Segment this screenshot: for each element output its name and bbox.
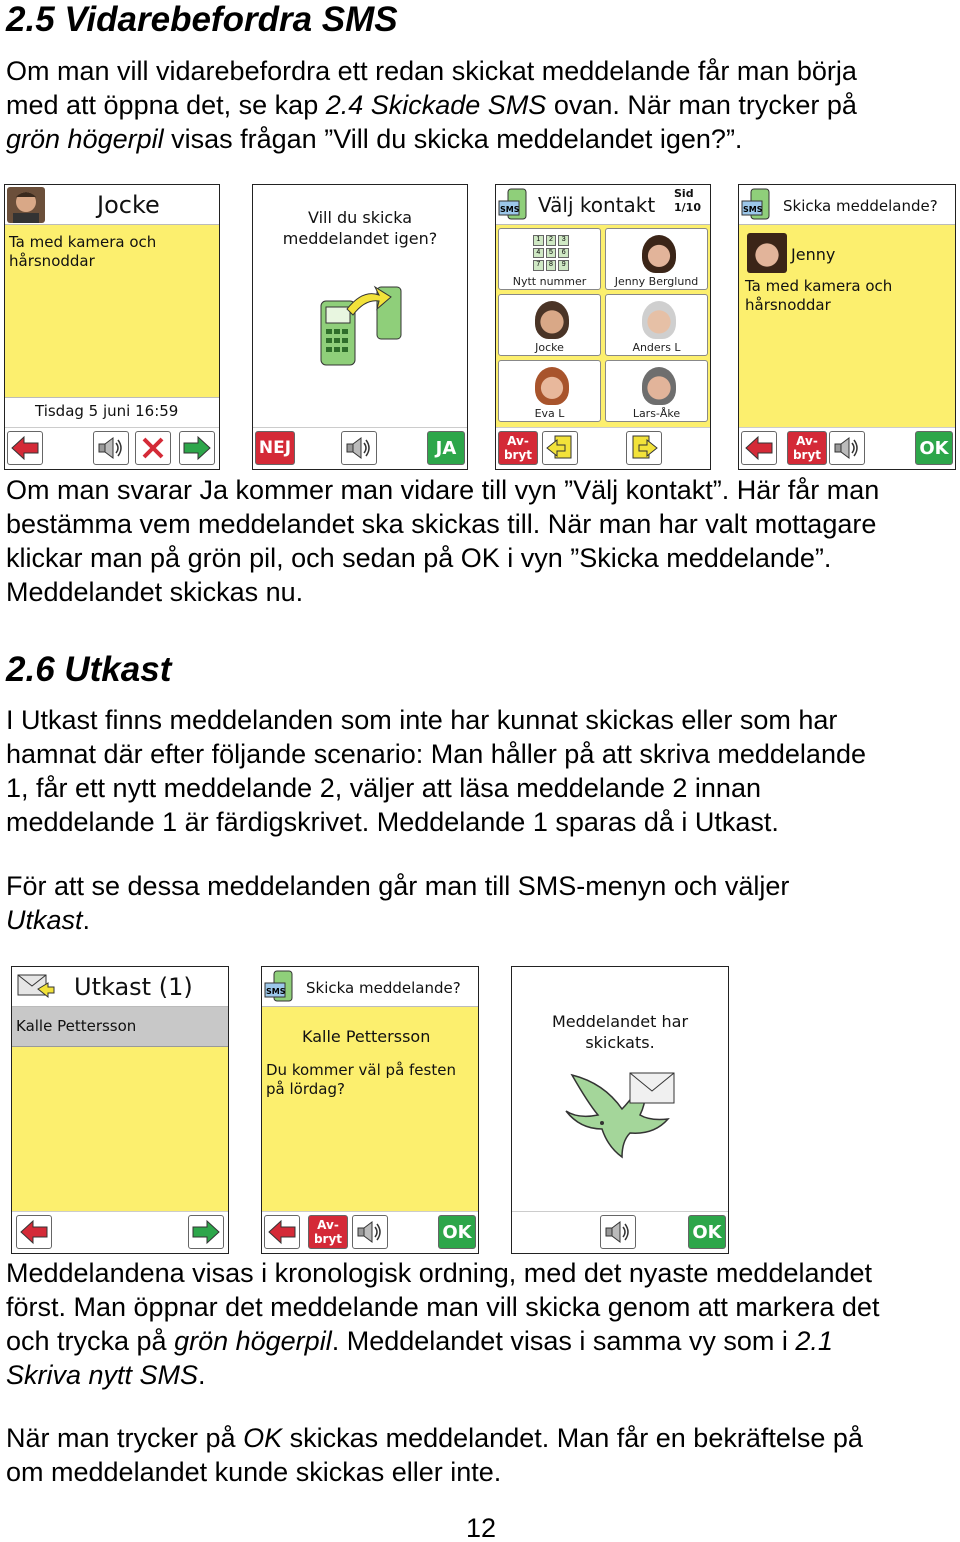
cancel-button[interactable]: Av- bryt [308, 1215, 348, 1249]
contact-photo [535, 301, 569, 339]
ok-button[interactable]: OK [915, 431, 953, 465]
screen-message-sent [511, 966, 729, 1254]
screen-title: Skicka meddelande? [783, 197, 938, 215]
contact-photo [535, 367, 569, 405]
forward-button[interactable] [188, 1215, 224, 1249]
forward-button[interactable] [179, 431, 215, 465]
recipient-photo [747, 233, 787, 273]
paragraph: När man trycker på OK skickas meddelandet. Man får en bekräftelse på om meddelandet kunde skickas eller inte. [6, 1423, 863, 1487]
keypad-icon: 1 2 3 4 5 6 7 8 9 [533, 235, 569, 271]
sms-badge: SMS [500, 205, 520, 214]
draft-item[interactable]: Kalle Pettersson [12, 1007, 228, 1047]
speaker-button[interactable] [93, 431, 129, 465]
back-button[interactable] [7, 431, 43, 465]
question-text: Vill du skicka meddelandet igen? [282, 208, 438, 248]
delete-x-icon [140, 435, 166, 461]
screen-drafts [11, 966, 229, 1254]
timestamp: Tisdag 5 juni 16:59 [35, 402, 179, 420]
speaker-icon [603, 1219, 633, 1245]
paragraph: I Utkast finns meddelanden som inte har kunnat skickas eller som har hamnat där efter följande scenario: Man håller på att skriva meddelande 1, får ett nytt meddelande 2, väljer att läsa meddelande 2 innan meddelande 1 är färdigskrivet. Meddelande 1 sparas då i Utkast. [6, 705, 866, 837]
message-text: Ta med kamera och hårsnoddar [745, 277, 893, 314]
screen-resend-question [252, 184, 468, 470]
paragraph: Meddelandena visas i kronologisk ordning, med det nyaste meddelandet först. Man öppnar det meddelande man vill skicka genom att markera det och trycka på grön högerpil. Meddelandet visas i samma vy som i 2.1 Skriva nytt SMS. [6, 1258, 880, 1390]
back-button[interactable] [741, 431, 777, 465]
sms-badge: SMS [743, 205, 763, 214]
speaker-icon [355, 1219, 385, 1245]
screen-send-message [261, 966, 479, 1254]
page-indicator: 1/10 [674, 201, 701, 214]
contact-name: Jocke [97, 191, 160, 219]
cancel-button[interactable]: Av- bryt [787, 431, 827, 465]
right-arrow-icon [191, 1219, 221, 1245]
speaker-icon [832, 435, 862, 461]
screen-send-message [738, 184, 956, 470]
message-text: Ta med kamera och hårsnoddar [9, 233, 157, 270]
paragraph: För att se dessa meddelanden går man till SMS-menyn och väljer Utkast. [6, 871, 790, 935]
contact-jenny-berglund[interactable]: Jenny Berglund [605, 228, 708, 290]
previous-page-button[interactable] [542, 431, 578, 465]
speaker-button[interactable] [600, 1215, 636, 1249]
back-button[interactable] [16, 1215, 52, 1249]
screen-choose-contact [495, 184, 711, 470]
speaker-button[interactable] [829, 431, 865, 465]
confirmation-text: Meddelandet har skickats. [551, 1012, 689, 1052]
recipient-name: Jenny [791, 245, 836, 264]
ok-button[interactable]: OK [438, 1215, 476, 1249]
dove-envelope-icon [558, 1063, 688, 1163]
message-text: Du kommer väl på festen på lördag? [266, 1061, 456, 1098]
left-arrow-icon [10, 435, 40, 461]
forward-phone-icon [313, 279, 413, 369]
right-arrow-icon [182, 435, 212, 461]
screen-title: Skicka meddelande? [306, 979, 461, 997]
page-label: Sid [674, 187, 694, 200]
paragraph: Om man svarar Ja kommer man vidare till vyn ”Välj kontakt”. Här får man bestämma vem meddelandet ska skickas till. När man har valt mottagare klickar man på grön pil, och sedan på OK i vyn ”Skicka meddelande”. Meddelandet skickas nu. [6, 475, 880, 607]
recipient-name: Kalle Pettersson [302, 1027, 431, 1046]
page-number: 12 [466, 1513, 497, 1542]
speaker-icon [96, 435, 126, 461]
section-heading: 2.5 Vidarebefordra SMS [6, 0, 398, 39]
left-arrow-icon [19, 1219, 49, 1245]
contact-jocke[interactable]: Jocke [498, 294, 601, 356]
paragraph: Om man vill vidarebefordra ett redan skickat meddelande får man börja med att öppna det, se kap 2.4 Skickade SMS ovan. När man trycker på grön högerpil visas frågan ”Vill du skicka meddelandet igen?”. [6, 56, 857, 154]
contact-lars-ake[interactable]: Lars-Åke [605, 360, 708, 422]
contact-photo [642, 367, 676, 405]
left-arrow-icon [267, 1219, 297, 1245]
speaker-button[interactable] [352, 1215, 388, 1249]
screen-title: Utkast (1) [74, 973, 193, 1001]
contact-new-number[interactable]: 1 2 3 4 5 6 7 8 9 Nytt nummer [498, 228, 601, 290]
cancel-button[interactable]: Av- bryt [498, 431, 538, 465]
contact-eva-l[interactable]: Eva L [498, 360, 601, 422]
section-heading: 2.6 Utkast [6, 650, 172, 689]
sms-badge: SMS [266, 987, 286, 996]
ok-button[interactable]: OK [688, 1215, 726, 1249]
page-up-icon [545, 434, 575, 462]
contact-photo [642, 235, 676, 273]
drafts-icon [16, 971, 56, 1003]
speaker-icon [344, 435, 374, 461]
yes-button[interactable]: JA [427, 431, 465, 465]
back-button[interactable] [264, 1215, 300, 1249]
screen-message-view [4, 184, 220, 470]
left-arrow-icon [744, 435, 774, 461]
contact-anders-l[interactable]: Anders L [605, 294, 708, 356]
no-button[interactable]: NEJ [255, 431, 295, 465]
avatar [7, 187, 45, 223]
next-page-button[interactable] [626, 431, 662, 465]
page-down-icon [629, 434, 659, 462]
contact-photo [642, 301, 676, 339]
screen-title: Välj kontakt [538, 193, 656, 217]
speaker-button[interactable] [341, 431, 377, 465]
delete-button[interactable] [135, 431, 171, 465]
